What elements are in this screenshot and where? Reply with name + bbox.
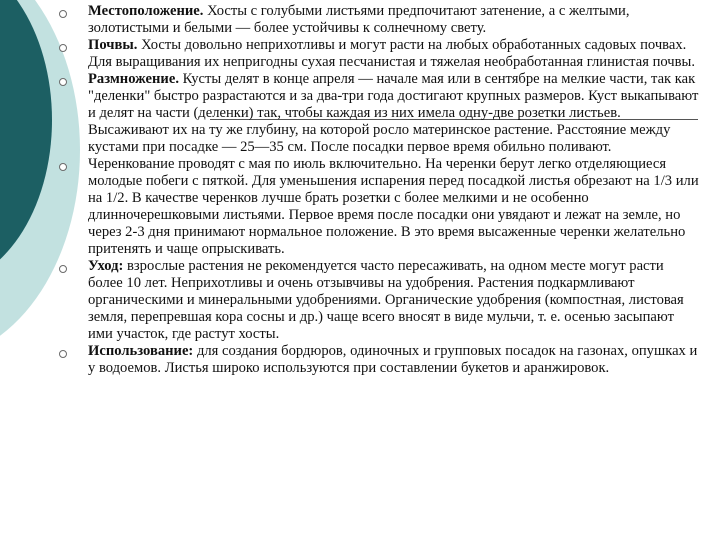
item-title: Уход: xyxy=(88,258,124,274)
item-title: Использование: xyxy=(88,343,194,359)
bullet-marker-icon xyxy=(59,78,67,86)
item-text: взрослые растения не рекомендуется часто пересаживать, на одном месте могут расти более 10 лет. Неприхотливы и очень отзывчивы на удобрения. Растения подкармливают органическими и минеральными удобрениями. Органические удобрения (компостная, листовая земля, перепревшая кора сосны и др.) чаще всего вносят в виде мульчи, т. е. осенью засыпают ими участок, где растут хосты. xyxy=(88,258,684,342)
bullet-marker-icon xyxy=(59,10,67,18)
bullet-propagation xyxy=(88,71,700,156)
bullet-marker-icon xyxy=(59,350,67,358)
item-text: Кусты делят в конце апреля — начале мая или в сентябре на мелкие части, так как "деленки" быстро разрастаются и за два-три года достигают крупных размеров. Куст выкапывают и делят на части (деленки) так, чтобы каждая из них имела одну-две розетки листьев. Высаживают их на ту же глубину, на которой росло материнское растение. Расстояние между кустами при посадке — 25—35 см. После посадки первое время обильно поливают. xyxy=(88,71,699,155)
item-text: Хосты с голубыми листьями предпочитают затенение, а с желтыми, золотистыми и белыми — более устойчивы к солнечному свету. xyxy=(88,3,630,36)
bullet-cuttings xyxy=(88,156,700,258)
bullet-list xyxy=(88,3,700,377)
item-text: Хосты довольно неприхотливы и могут расти на любых обработанных садовых почвах. Для выращивания их непригодны сухая песчанистая и тяжелая необработанная глинистая почвы. xyxy=(88,37,695,70)
bullet-care xyxy=(88,258,700,343)
item-title: Местоположение. xyxy=(88,3,204,19)
item-title: Почвы. xyxy=(88,37,138,53)
bullet-soil xyxy=(88,37,700,71)
item-text: для создания бордюров, одиночных и групповых посадок на газонах, опушках и у водоемов. Листья широко используются при составлении букетов и аранжировок. xyxy=(88,343,698,376)
bullet-location xyxy=(88,3,700,37)
bullet-marker-icon xyxy=(59,44,67,52)
item-title: Размножение. xyxy=(88,71,179,87)
bullet-usage xyxy=(88,343,700,377)
item-text: Черенкование проводят с мая по июль включительно. На черенки берут легко отделяющиеся молодые побеги с пяткой. Для уменьшения испарения перед посадкой листья обрезают на 1/3 или на 1/2. В качестве черенков лучше брать розетки с более мелкими и не особенно длинночерешковыми листьями. Первое время после посадки они увядают и лежат на земле, но через 2-3 дня принимают нормальное положение. В это время высаженные черенки желательно притенять и чаще опрыскивать. xyxy=(88,156,699,257)
bullet-marker-icon xyxy=(59,163,67,171)
bullet-marker-icon xyxy=(59,265,67,273)
